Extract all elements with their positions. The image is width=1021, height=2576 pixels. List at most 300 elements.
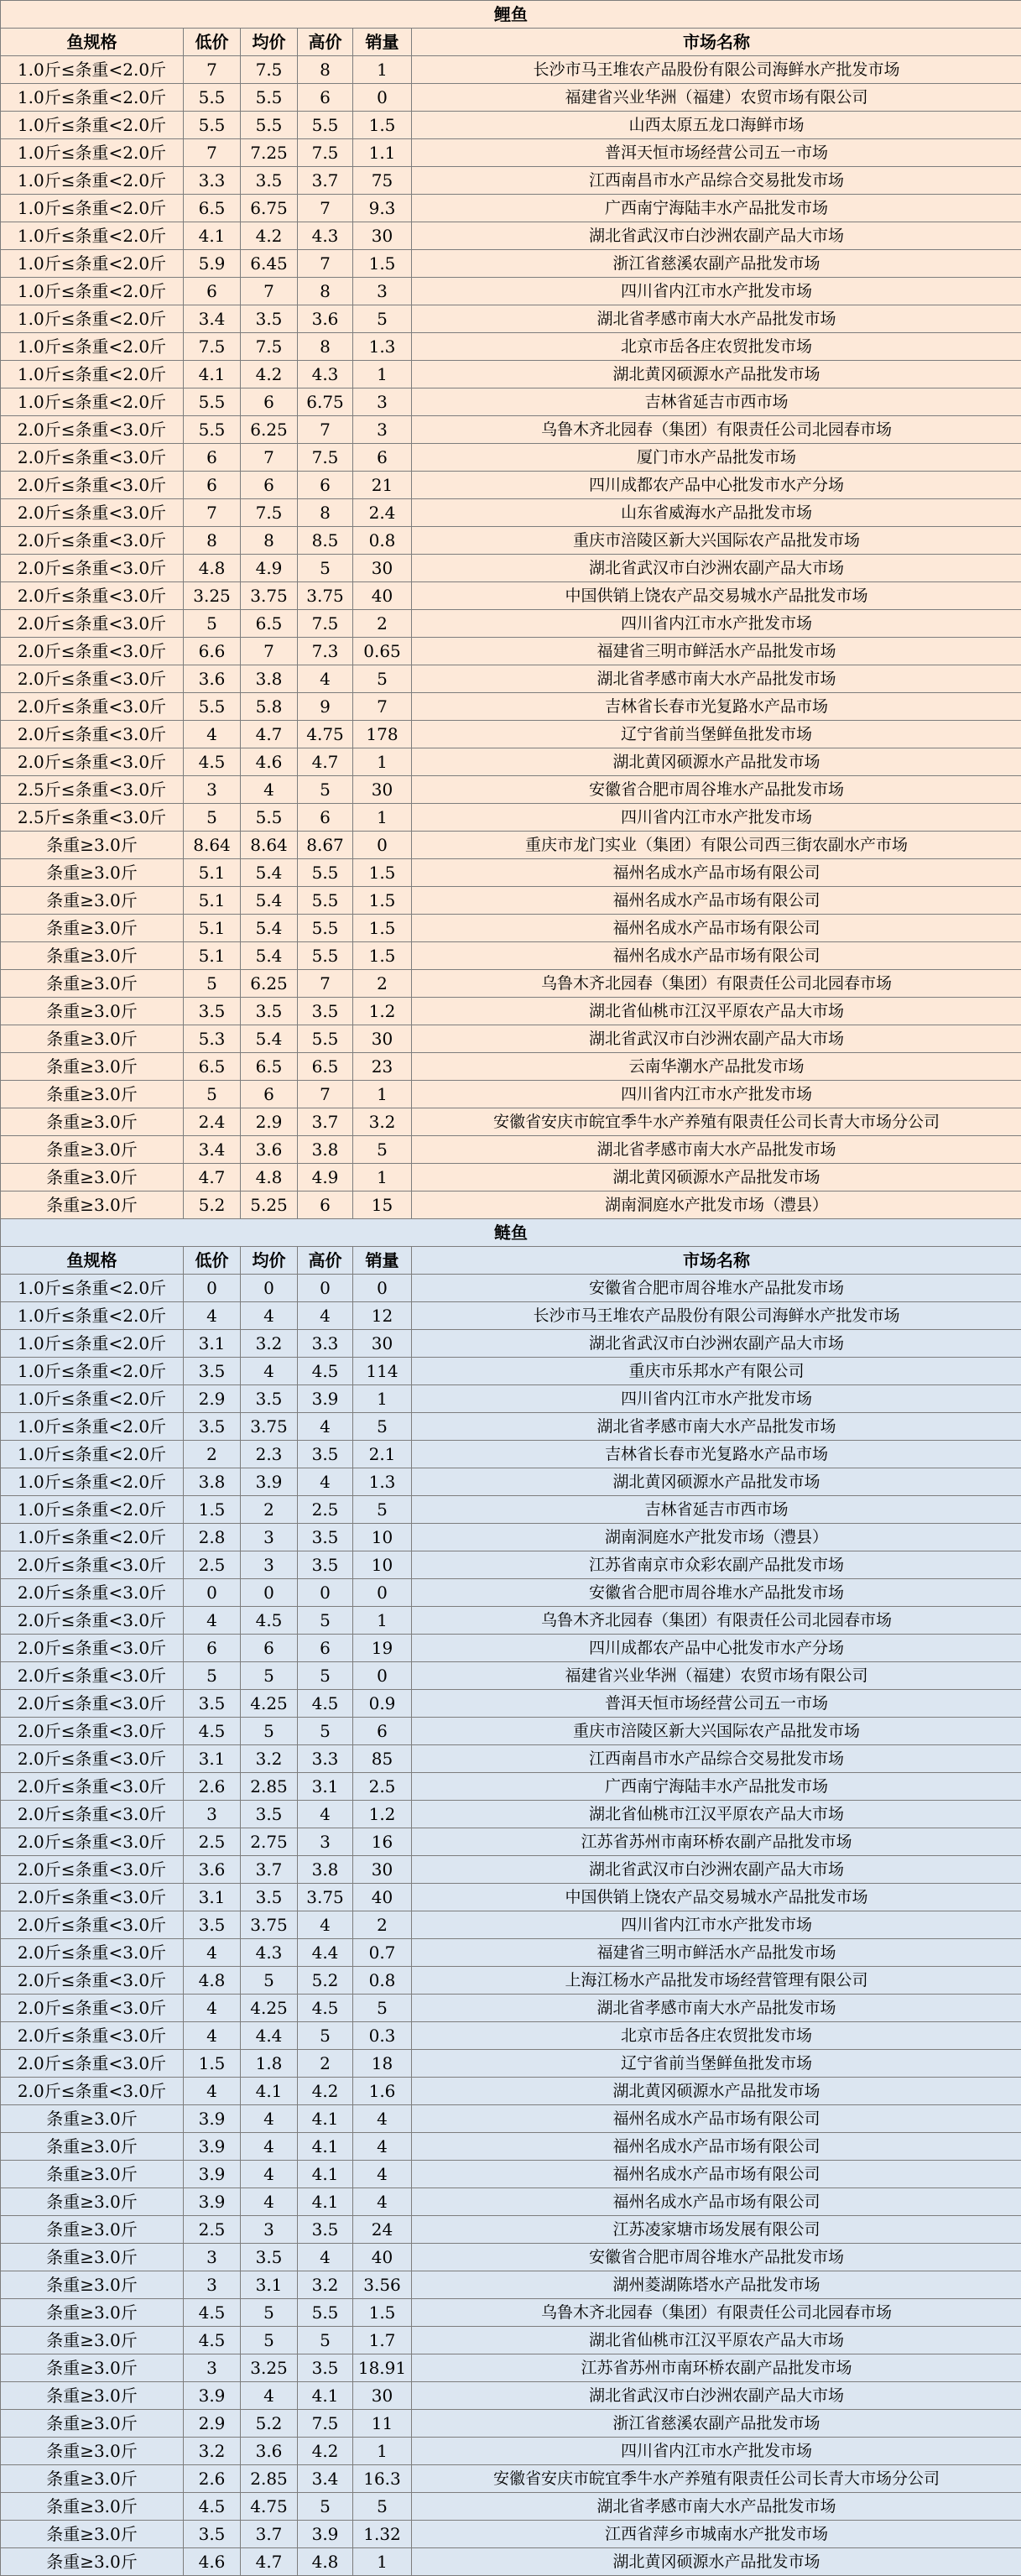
high-price-cell: 4.7 bbox=[298, 748, 353, 776]
low-price-cell: 4 bbox=[184, 2078, 241, 2105]
fish-spec-cell: 2.0斤≤条重<3.0斤 bbox=[1, 527, 184, 555]
high-price-cell: 7 bbox=[298, 970, 353, 998]
table-row bbox=[1, 1136, 1021, 1164]
sales-volume-cell: 16.3 bbox=[353, 2465, 412, 2493]
table-row bbox=[1, 56, 1021, 84]
table-row bbox=[1, 2050, 1021, 2078]
market-name-cell: 福州名成水产品市场有限公司 bbox=[412, 887, 1021, 915]
market-name-cell: 北京市岳各庄农贸批发市场 bbox=[412, 2022, 1021, 2050]
fish-spec-cell: 2.0斤≤条重<3.0斤 bbox=[1, 1579, 184, 1607]
fish-spec-cell: 条重≥3.0斤 bbox=[1, 2521, 184, 2548]
fish-spec-cell: 条重≥3.0斤 bbox=[1, 2244, 184, 2271]
fish-spec-cell: 1.0斤≤条重<2.0斤 bbox=[1, 333, 184, 361]
market-name-cell: 辽宁省前当堡鲜鱼批发市场 bbox=[412, 2050, 1021, 2078]
section-title-row bbox=[1, 1, 1021, 29]
market-name-cell: 普洱天恒市场经营公司五一市场 bbox=[412, 1690, 1021, 1718]
low-price-cell: 5.2 bbox=[184, 1192, 241, 1219]
low-price-cell: 5.5 bbox=[184, 416, 241, 444]
low-price-cell: 5.1 bbox=[184, 859, 241, 887]
market-name-cell: 山西太原五龙口海鲜市场 bbox=[412, 112, 1021, 139]
low-price-cell: 4 bbox=[184, 1607, 241, 1635]
high-price-cell: 4.1 bbox=[298, 2188, 353, 2216]
table-row bbox=[1, 1801, 1021, 1828]
avg-price-cell: 6 bbox=[241, 1081, 298, 1108]
table-row bbox=[1, 388, 1021, 416]
avg-price-cell: 7.5 bbox=[241, 56, 298, 84]
fish-spec-cell: 2.0斤≤条重<3.0斤 bbox=[1, 499, 184, 527]
market-name-cell: 江苏凌家塘市场发展有限公司 bbox=[412, 2216, 1021, 2244]
avg-price-cell: 2 bbox=[241, 1496, 298, 1524]
low-price-cell: 4 bbox=[184, 1939, 241, 1967]
high-price-cell: 2 bbox=[298, 2050, 353, 2078]
high-price-cell: 5.5 bbox=[298, 112, 353, 139]
market-name-cell: 福州名成水产品市场有限公司 bbox=[412, 915, 1021, 942]
high-price-cell: 3.75 bbox=[298, 582, 353, 610]
market-name-cell: 江西省萍乡市城南水产批发市场 bbox=[412, 2521, 1021, 2548]
fish-spec-cell: 2.0斤≤条重<3.0斤 bbox=[1, 1995, 184, 2022]
fish-spec-cell: 2.0斤≤条重<3.0斤 bbox=[1, 1828, 184, 1856]
avg-price-cell: 2.85 bbox=[241, 2465, 298, 2493]
market-name-cell: 安徽省合肥市周谷堆水产品批发市场 bbox=[412, 1275, 1021, 1302]
market-name-cell: 乌鲁木齐北园春（集团）有限责任公司北园春市场 bbox=[412, 1607, 1021, 1635]
avg-price-cell: 5.25 bbox=[241, 1192, 298, 1219]
high-price-cell: 4 bbox=[298, 665, 353, 693]
sales-volume-cell: 1 bbox=[353, 1385, 412, 1413]
table-row bbox=[1, 2548, 1021, 2576]
market-name-cell: 湖北黄冈硕源水产品批发市场 bbox=[412, 1468, 1021, 1496]
market-name-cell: 福州名成水产品市场有限公司 bbox=[412, 2188, 1021, 2216]
fish-spec-cell: 条重≥3.0斤 bbox=[1, 2133, 184, 2161]
fish-spec-cell: 1.0斤≤条重<2.0斤 bbox=[1, 1302, 184, 1330]
table-row bbox=[1, 333, 1021, 361]
sales-volume-cell: 0.8 bbox=[353, 1967, 412, 1995]
market-name-cell: 四川成都农产品中心批发市水产分场 bbox=[412, 1635, 1021, 1662]
market-name-cell: 吉林省延吉市西市场 bbox=[412, 1496, 1021, 1524]
sales-volume-cell: 30 bbox=[353, 776, 412, 804]
column-header-high-price: 高价 bbox=[298, 1247, 353, 1275]
table-row bbox=[1, 1108, 1021, 1136]
sales-volume-cell: 0 bbox=[353, 84, 412, 112]
fish-spec-cell: 1.0斤≤条重<2.0斤 bbox=[1, 1524, 184, 1551]
sales-volume-cell: 10 bbox=[353, 1551, 412, 1579]
low-price-cell: 3.5 bbox=[184, 1413, 241, 1441]
low-price-cell: 5.5 bbox=[184, 693, 241, 721]
high-price-cell: 4 bbox=[298, 1302, 353, 1330]
low-price-cell: 2.9 bbox=[184, 1385, 241, 1413]
sales-volume-cell: 6 bbox=[353, 444, 412, 472]
section-title-row bbox=[1, 1219, 1021, 1247]
avg-price-cell: 2.9 bbox=[241, 1108, 298, 1136]
low-price-cell: 5.5 bbox=[184, 388, 241, 416]
high-price-cell: 5.5 bbox=[298, 859, 353, 887]
table-row bbox=[1, 1275, 1021, 1302]
table-row bbox=[1, 1995, 1021, 2022]
high-price-cell: 3.3 bbox=[298, 1330, 353, 1358]
avg-price-cell: 3.75 bbox=[241, 582, 298, 610]
low-price-cell: 6.5 bbox=[184, 1053, 241, 1081]
market-name-cell: 福建省兴业华洲（福建）农贸市场有限公司 bbox=[412, 1662, 1021, 1690]
sales-volume-cell: 1.3 bbox=[353, 1468, 412, 1496]
sales-volume-cell: 30 bbox=[353, 2382, 412, 2410]
low-price-cell: 3.4 bbox=[184, 1136, 241, 1164]
high-price-cell: 5.5 bbox=[298, 887, 353, 915]
avg-price-cell: 5.4 bbox=[241, 915, 298, 942]
avg-price-cell: 4 bbox=[241, 2105, 298, 2133]
avg-price-cell: 4 bbox=[241, 1358, 298, 1385]
table-row bbox=[1, 2271, 1021, 2299]
avg-price-cell: 4 bbox=[241, 2188, 298, 2216]
avg-price-cell: 5 bbox=[241, 1718, 298, 1745]
high-price-cell: 4.5 bbox=[298, 1995, 353, 2022]
low-price-cell: 4.1 bbox=[184, 222, 241, 250]
low-price-cell: 3 bbox=[184, 776, 241, 804]
sales-volume-cell: 11 bbox=[353, 2410, 412, 2438]
market-name-cell: 乌鲁木齐北园春（集团）有限责任公司北园春市场 bbox=[412, 2299, 1021, 2327]
high-price-cell: 4.1 bbox=[298, 2161, 353, 2188]
low-price-cell: 2.5 bbox=[184, 2216, 241, 2244]
low-price-cell: 3.9 bbox=[184, 2133, 241, 2161]
table-row bbox=[1, 1635, 1021, 1662]
avg-price-cell: 3.5 bbox=[241, 305, 298, 333]
avg-price-cell: 3.5 bbox=[241, 1801, 298, 1828]
fish-spec-cell: 2.0斤≤条重<3.0斤 bbox=[1, 1967, 184, 1995]
low-price-cell: 3.6 bbox=[184, 1856, 241, 1884]
avg-price-cell: 4.1 bbox=[241, 2078, 298, 2105]
table-row bbox=[1, 2161, 1021, 2188]
high-price-cell: 3.5 bbox=[298, 1524, 353, 1551]
fish-spec-cell: 2.0斤≤条重<3.0斤 bbox=[1, 1939, 184, 1967]
fish-spec-cell: 条重≥3.0斤 bbox=[1, 1053, 184, 1081]
low-price-cell: 3.1 bbox=[184, 1884, 241, 1911]
table-row bbox=[1, 1025, 1021, 1053]
avg-price-cell: 4.2 bbox=[241, 222, 298, 250]
low-price-cell: 6.5 bbox=[184, 195, 241, 222]
sales-volume-cell: 5 bbox=[353, 665, 412, 693]
sales-volume-cell: 1.5 bbox=[353, 2299, 412, 2327]
high-price-cell: 5 bbox=[298, 1718, 353, 1745]
low-price-cell: 4.5 bbox=[184, 748, 241, 776]
market-name-cell: 四川省内江市水产批发市场 bbox=[412, 1911, 1021, 1939]
fish-spec-cell: 2.0斤≤条重<3.0斤 bbox=[1, 1551, 184, 1579]
high-price-cell: 0 bbox=[298, 1275, 353, 1302]
high-price-cell: 7.3 bbox=[298, 638, 353, 665]
sales-volume-cell: 0.65 bbox=[353, 638, 412, 665]
sales-volume-cell: 5 bbox=[353, 2493, 412, 2521]
low-price-cell: 0 bbox=[184, 1275, 241, 1302]
fish-spec-cell: 1.0斤≤条重<2.0斤 bbox=[1, 167, 184, 195]
avg-price-cell: 3.5 bbox=[241, 998, 298, 1025]
table-row bbox=[1, 610, 1021, 638]
avg-price-cell: 6.75 bbox=[241, 195, 298, 222]
table-row bbox=[1, 1468, 1021, 1496]
table-row bbox=[1, 2465, 1021, 2493]
market-name-cell: 安徽省安庆市皖宜季牛水产养殖有限责任公司长青大市场分公司 bbox=[412, 1108, 1021, 1136]
avg-price-cell: 3.75 bbox=[241, 1413, 298, 1441]
table-row bbox=[1, 167, 1021, 195]
avg-price-cell: 7.25 bbox=[241, 139, 298, 167]
sales-volume-cell: 12 bbox=[353, 1302, 412, 1330]
sales-volume-cell: 30 bbox=[353, 222, 412, 250]
high-price-cell: 7 bbox=[298, 250, 353, 278]
table-row bbox=[1, 859, 1021, 887]
table-row bbox=[1, 472, 1021, 499]
low-price-cell: 7.5 bbox=[184, 333, 241, 361]
high-price-cell: 3.5 bbox=[298, 2216, 353, 2244]
low-price-cell: 3.1 bbox=[184, 1745, 241, 1773]
avg-price-cell: 7.5 bbox=[241, 333, 298, 361]
sales-volume-cell: 0.7 bbox=[353, 1939, 412, 1967]
table-row bbox=[1, 2105, 1021, 2133]
low-price-cell: 5 bbox=[184, 1081, 241, 1108]
table-header-row bbox=[1, 1247, 1021, 1275]
sales-volume-cell: 30 bbox=[353, 1330, 412, 1358]
high-price-cell: 3.5 bbox=[298, 998, 353, 1025]
sales-volume-cell: 40 bbox=[353, 582, 412, 610]
low-price-cell: 3.3 bbox=[184, 167, 241, 195]
sales-volume-cell: 5 bbox=[353, 1496, 412, 1524]
high-price-cell: 3.8 bbox=[298, 1136, 353, 1164]
sales-volume-cell: 114 bbox=[353, 1358, 412, 1385]
high-price-cell: 8 bbox=[298, 333, 353, 361]
low-price-cell: 2.8 bbox=[184, 1524, 241, 1551]
avg-price-cell: 3.5 bbox=[241, 2244, 298, 2271]
low-price-cell: 3.5 bbox=[184, 1358, 241, 1385]
table-row bbox=[1, 1607, 1021, 1635]
avg-price-cell: 3.1 bbox=[241, 2271, 298, 2299]
sales-volume-cell: 1.1 bbox=[353, 139, 412, 167]
low-price-cell: 6.6 bbox=[184, 638, 241, 665]
avg-price-cell: 5 bbox=[241, 1662, 298, 1690]
sales-volume-cell: 0 bbox=[353, 1579, 412, 1607]
low-price-cell: 2.5 bbox=[184, 1828, 241, 1856]
market-name-cell: 湖北省武汉市白沙洲农副产品大市场 bbox=[412, 1856, 1021, 1884]
market-name-cell: 湖北黄冈硕源水产品批发市场 bbox=[412, 2548, 1021, 2576]
low-price-cell: 8 bbox=[184, 527, 241, 555]
low-price-cell: 5.1 bbox=[184, 942, 241, 970]
sales-volume-cell: 1.3 bbox=[353, 333, 412, 361]
high-price-cell: 8 bbox=[298, 56, 353, 84]
high-price-cell: 4.8 bbox=[298, 2548, 353, 2576]
avg-price-cell: 5.5 bbox=[241, 84, 298, 112]
sales-volume-cell: 1.5 bbox=[353, 942, 412, 970]
market-name-cell: 安徽省合肥市周谷堆水产品批发市场 bbox=[412, 1579, 1021, 1607]
fish-spec-cell: 2.0斤≤条重<3.0斤 bbox=[1, 555, 184, 582]
table-row bbox=[1, 278, 1021, 305]
high-price-cell: 6 bbox=[298, 84, 353, 112]
high-price-cell: 3.7 bbox=[298, 167, 353, 195]
table-row bbox=[1, 1164, 1021, 1192]
avg-price-cell: 4.7 bbox=[241, 721, 298, 748]
high-price-cell: 7.5 bbox=[298, 2410, 353, 2438]
table-row bbox=[1, 499, 1021, 527]
fish-spec-cell: 1.0斤≤条重<2.0斤 bbox=[1, 1496, 184, 1524]
market-name-cell: 江苏省南京市众彩农副产品批发市场 bbox=[412, 1551, 1021, 1579]
low-price-cell: 3.8 bbox=[184, 1468, 241, 1496]
market-name-cell: 四川省内江市水产批发市场 bbox=[412, 610, 1021, 638]
sales-volume-cell: 1.32 bbox=[353, 2521, 412, 2548]
fish-spec-cell: 2.0斤≤条重<3.0斤 bbox=[1, 1635, 184, 1662]
low-price-cell: 3.1 bbox=[184, 1330, 241, 1358]
market-name-cell: 湖北黄冈硕源水产品批发市场 bbox=[412, 1164, 1021, 1192]
table-row bbox=[1, 195, 1021, 222]
high-price-cell: 5 bbox=[298, 2327, 353, 2354]
section-title: 鲢鱼 bbox=[1, 1219, 1021, 1247]
sales-volume-cell: 40 bbox=[353, 1884, 412, 1911]
low-price-cell: 6 bbox=[184, 1635, 241, 1662]
low-price-cell: 6 bbox=[184, 278, 241, 305]
sales-volume-cell: 1 bbox=[353, 1607, 412, 1635]
low-price-cell: 5 bbox=[184, 610, 241, 638]
sales-volume-cell: 5 bbox=[353, 305, 412, 333]
table-row bbox=[1, 1302, 1021, 1330]
table-row bbox=[1, 1385, 1021, 1413]
fish-spec-cell: 2.0斤≤条重<3.0斤 bbox=[1, 1662, 184, 1690]
fish-spec-cell: 2.0斤≤条重<3.0斤 bbox=[1, 693, 184, 721]
high-price-cell: 7.5 bbox=[298, 444, 353, 472]
low-price-cell: 4.8 bbox=[184, 1967, 241, 1995]
high-price-cell: 4.75 bbox=[298, 721, 353, 748]
sales-volume-cell: 1 bbox=[353, 56, 412, 84]
low-price-cell: 3.2 bbox=[184, 2438, 241, 2465]
fish-spec-cell: 条重≥3.0斤 bbox=[1, 2465, 184, 2493]
fish-spec-cell: 2.0斤≤条重<3.0斤 bbox=[1, 444, 184, 472]
avg-price-cell: 7 bbox=[241, 638, 298, 665]
column-header-low-price: 低价 bbox=[184, 29, 241, 56]
fish-spec-cell: 条重≥3.0斤 bbox=[1, 2216, 184, 2244]
avg-price-cell: 0 bbox=[241, 1579, 298, 1607]
high-price-cell: 4 bbox=[298, 2244, 353, 2271]
market-name-cell: 湖北省武汉市白沙洲农副产品大市场 bbox=[412, 1025, 1021, 1053]
column-header-avg-price: 均价 bbox=[241, 1247, 298, 1275]
fish-spec-cell: 条重≥3.0斤 bbox=[1, 1025, 184, 1053]
table-row bbox=[1, 527, 1021, 555]
low-price-cell: 7 bbox=[184, 499, 241, 527]
sales-volume-cell: 5 bbox=[353, 1136, 412, 1164]
fish-spec-cell: 2.0斤≤条重<3.0斤 bbox=[1, 416, 184, 444]
high-price-cell: 6.5 bbox=[298, 1053, 353, 1081]
sales-volume-cell: 4 bbox=[353, 2105, 412, 2133]
low-price-cell: 4.7 bbox=[184, 1164, 241, 1192]
fish-spec-cell: 条重≥3.0斤 bbox=[1, 970, 184, 998]
table-row bbox=[1, 361, 1021, 388]
low-price-cell: 5 bbox=[184, 970, 241, 998]
sales-volume-cell: 1 bbox=[353, 1164, 412, 1192]
table-row bbox=[1, 2022, 1021, 2050]
low-price-cell: 6 bbox=[184, 444, 241, 472]
avg-price-cell: 2.75 bbox=[241, 1828, 298, 1856]
fish-spec-cell: 2.0斤≤条重<3.0斤 bbox=[1, 1690, 184, 1718]
table-row bbox=[1, 1551, 1021, 1579]
fish-spec-cell: 条重≥3.0斤 bbox=[1, 2299, 184, 2327]
low-price-cell: 4.1 bbox=[184, 361, 241, 388]
sales-volume-cell: 2 bbox=[353, 1911, 412, 1939]
high-price-cell: 8 bbox=[298, 499, 353, 527]
high-price-cell: 4.9 bbox=[298, 1164, 353, 1192]
fish-spec-cell: 2.0斤≤条重<3.0斤 bbox=[1, 610, 184, 638]
avg-price-cell: 5 bbox=[241, 2327, 298, 2354]
table-row bbox=[1, 1856, 1021, 1884]
high-price-cell: 4.3 bbox=[298, 361, 353, 388]
column-header-market-name: 市场名称 bbox=[412, 29, 1021, 56]
market-name-cell: 重庆市涪陵区新大兴国际农产品批发市场 bbox=[412, 1718, 1021, 1745]
market-name-cell: 福州名成水产品市场有限公司 bbox=[412, 859, 1021, 887]
market-name-cell: 重庆市龙门实业（集团）有限公司西三街农副水产市场 bbox=[412, 832, 1021, 859]
table-row bbox=[1, 1662, 1021, 1690]
high-price-cell: 5.5 bbox=[298, 1025, 353, 1053]
fish-spec-cell: 条重≥3.0斤 bbox=[1, 915, 184, 942]
section-title: 鲤鱼 bbox=[1, 1, 1021, 29]
low-price-cell: 2.6 bbox=[184, 1773, 241, 1801]
table-row bbox=[1, 693, 1021, 721]
avg-price-cell: 3.6 bbox=[241, 2438, 298, 2465]
avg-price-cell: 5.4 bbox=[241, 887, 298, 915]
table-row bbox=[1, 2438, 1021, 2465]
high-price-cell: 6 bbox=[298, 804, 353, 832]
sales-volume-cell: 4 bbox=[353, 2133, 412, 2161]
high-price-cell: 3.5 bbox=[298, 2354, 353, 2382]
avg-price-cell: 6.25 bbox=[241, 970, 298, 998]
fish-spec-cell: 条重≥3.0斤 bbox=[1, 2161, 184, 2188]
sales-volume-cell: 1.2 bbox=[353, 998, 412, 1025]
high-price-cell: 5.5 bbox=[298, 915, 353, 942]
sales-volume-cell: 1 bbox=[353, 1081, 412, 1108]
avg-price-cell: 3.5 bbox=[241, 1385, 298, 1413]
sales-volume-cell: 16 bbox=[353, 1828, 412, 1856]
market-name-cell: 福州名成水产品市场有限公司 bbox=[412, 2133, 1021, 2161]
avg-price-cell: 2.3 bbox=[241, 1441, 298, 1468]
low-price-cell: 4.5 bbox=[184, 1718, 241, 1745]
high-price-cell: 2.5 bbox=[298, 1496, 353, 1524]
market-name-cell: 山东省威海水产品批发市场 bbox=[412, 499, 1021, 527]
avg-price-cell: 3.5 bbox=[241, 167, 298, 195]
table-header-row bbox=[1, 29, 1021, 56]
fish-spec-cell: 条重≥3.0斤 bbox=[1, 1192, 184, 1219]
low-price-cell: 5 bbox=[184, 804, 241, 832]
high-price-cell: 5.5 bbox=[298, 2299, 353, 2327]
sales-volume-cell: 2.1 bbox=[353, 1441, 412, 1468]
fish-spec-cell: 2.0斤≤条重<3.0斤 bbox=[1, 1801, 184, 1828]
table-row bbox=[1, 2078, 1021, 2105]
fish-spec-cell: 2.0斤≤条重<3.0斤 bbox=[1, 721, 184, 748]
high-price-cell: 5 bbox=[298, 1607, 353, 1635]
high-price-cell: 3.6 bbox=[298, 305, 353, 333]
avg-price-cell: 4.8 bbox=[241, 1164, 298, 1192]
low-price-cell: 1.5 bbox=[184, 2050, 241, 2078]
avg-price-cell: 4 bbox=[241, 1302, 298, 1330]
fish-spec-cell: 2.0斤≤条重<3.0斤 bbox=[1, 1856, 184, 1884]
avg-price-cell: 4 bbox=[241, 776, 298, 804]
fish-spec-cell: 1.0斤≤条重<2.0斤 bbox=[1, 278, 184, 305]
table-row bbox=[1, 2244, 1021, 2271]
avg-price-cell: 3.2 bbox=[241, 1330, 298, 1358]
sales-volume-cell: 0 bbox=[353, 832, 412, 859]
sales-volume-cell: 1 bbox=[353, 2548, 412, 2576]
table-row bbox=[1, 2354, 1021, 2382]
low-price-cell: 5 bbox=[184, 1662, 241, 1690]
table-row bbox=[1, 1884, 1021, 1911]
sales-volume-cell: 6 bbox=[353, 1718, 412, 1745]
market-name-cell: 福建省兴业华洲（福建）农贸市场有限公司 bbox=[412, 84, 1021, 112]
avg-price-cell: 6 bbox=[241, 1635, 298, 1662]
high-price-cell: 3.4 bbox=[298, 2465, 353, 2493]
sales-volume-cell: 10 bbox=[353, 1524, 412, 1551]
table-row bbox=[1, 1441, 1021, 1468]
table-row bbox=[1, 638, 1021, 665]
high-price-cell: 5 bbox=[298, 1662, 353, 1690]
table-row bbox=[1, 1911, 1021, 1939]
sales-volume-cell: 1.7 bbox=[353, 2327, 412, 2354]
fish-spec-cell: 2.0斤≤条重<3.0斤 bbox=[1, 665, 184, 693]
